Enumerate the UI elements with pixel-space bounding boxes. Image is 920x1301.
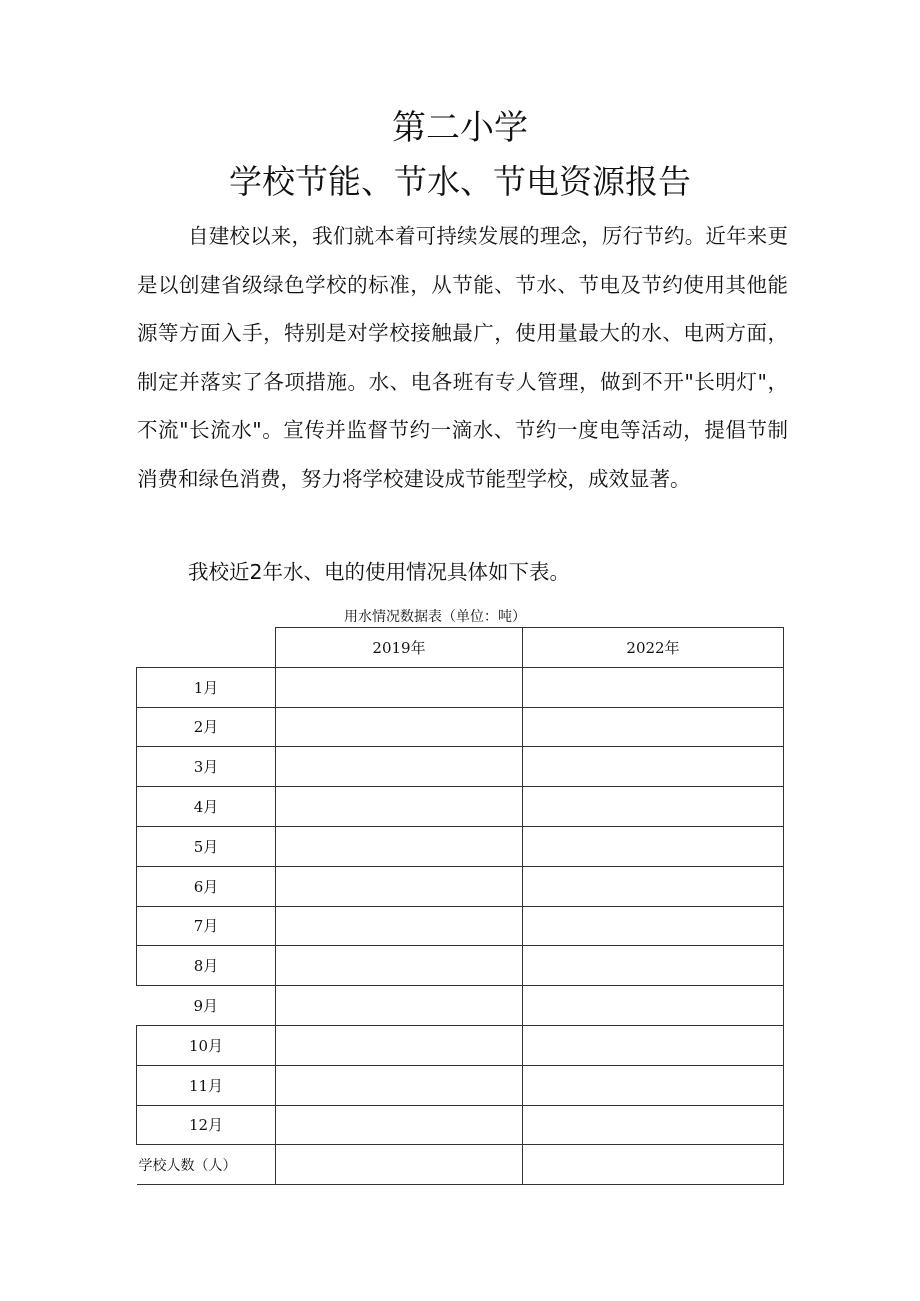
row-label: 5月 xyxy=(137,826,276,866)
cell-2019 xyxy=(276,787,523,827)
cell-2019 xyxy=(276,906,523,946)
table-row xyxy=(137,1105,784,1145)
header-corner-cell xyxy=(137,628,276,668)
cell-2019 xyxy=(276,1025,523,1065)
row-label: 11月 xyxy=(137,1065,276,1105)
row-label: 12月 xyxy=(137,1105,276,1145)
table-caption: 用水情况数据表（单位：吨） xyxy=(344,609,526,625)
table-header-row xyxy=(137,628,784,668)
row-label: 7月 xyxy=(137,906,276,946)
document-title: 第二小学 xyxy=(392,108,528,148)
table-row xyxy=(137,1025,784,1065)
table-row xyxy=(137,707,784,747)
water-usage-table xyxy=(136,627,784,1185)
cell-2019 xyxy=(276,707,523,747)
cell-2022 xyxy=(523,1065,784,1105)
cell-2022 xyxy=(523,986,784,1026)
table-row xyxy=(137,906,784,946)
table-row xyxy=(137,1065,784,1105)
table-row xyxy=(137,667,784,707)
header-2019: 2019年 xyxy=(276,628,523,668)
row-label: 9月 xyxy=(137,986,276,1026)
cell-2022 xyxy=(523,1145,784,1185)
row-label: 3月 xyxy=(137,747,276,787)
cell-2022 xyxy=(523,667,784,707)
table-row xyxy=(137,826,784,866)
cell-2022 xyxy=(523,1025,784,1065)
cell-2022 xyxy=(523,1105,784,1145)
table-row xyxy=(137,747,784,787)
cell-2019 xyxy=(276,986,523,1026)
cell-2022 xyxy=(523,866,784,906)
cell-2022 xyxy=(523,946,784,986)
cell-2019 xyxy=(276,946,523,986)
row-label: 4月 xyxy=(137,787,276,827)
table-row xyxy=(137,866,784,906)
row-label: 8月 xyxy=(137,946,276,986)
row-label: 1月 xyxy=(137,667,276,707)
row-label: 2月 xyxy=(137,707,276,747)
cell-2022 xyxy=(523,747,784,787)
cell-2019 xyxy=(276,866,523,906)
cell-2019 xyxy=(276,667,523,707)
table-row xyxy=(137,1145,784,1185)
row-label: 6月 xyxy=(137,866,276,906)
cell-2019 xyxy=(276,1105,523,1145)
table-intro-paragraph: 我校近2年水、电的使用情况具体如下表。 xyxy=(188,560,571,584)
row-label: 10月 xyxy=(137,1025,276,1065)
table-row xyxy=(137,986,784,1026)
cell-2019 xyxy=(276,1065,523,1105)
cell-2022 xyxy=(523,826,784,866)
cell-2022 xyxy=(523,906,784,946)
header-2022: 2022年 xyxy=(523,628,784,668)
document-subtitle: 学校节能、节水、节电资源报告 xyxy=(229,162,691,201)
cell-2019 xyxy=(276,747,523,787)
table-row xyxy=(137,787,784,827)
cell-2022 xyxy=(523,787,784,827)
cell-2019 xyxy=(276,1145,523,1185)
row-label: 学校人数（人） xyxy=(137,1145,276,1185)
cell-2022 xyxy=(523,707,784,747)
intro-paragraph: 自建校以来，我们就本着可持续发展的理念，厉行节约。近年来更是以创建省级绿色学校的标准，从节能、节水、节电及节约使用其他能源等方面入手，特别是对学校接触最广，使用量最大的水、电两方面，制定并落实了各项措施。水、电各班有专人管理，做到不开"长明灯"，不流"长流水"。宣传并监督节约一滴水、节约一度电等活动，提倡节制消费和绿色消费，努力将学校建设成节能型学校，成效显著。 xyxy=(137,224,788,491)
cell-2019 xyxy=(276,826,523,866)
table-row xyxy=(137,946,784,986)
